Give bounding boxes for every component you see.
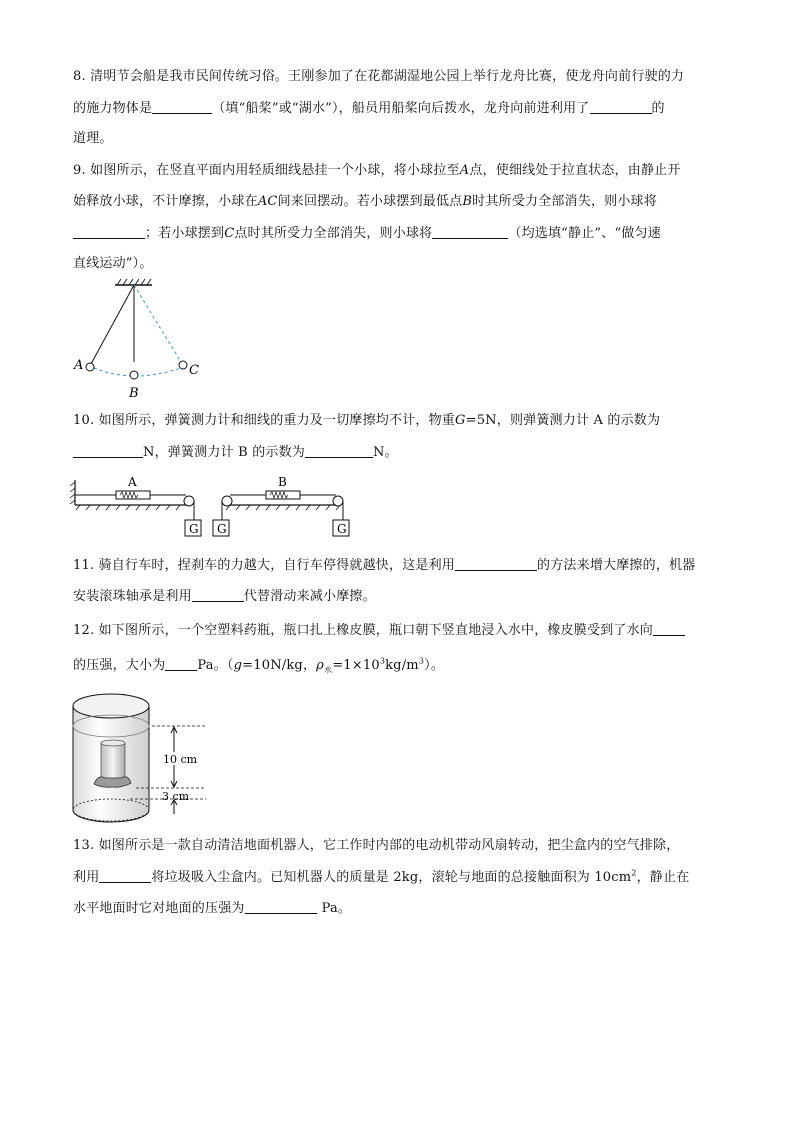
q8-text: （填“船桨”或“湖水”），船员用船桨向后拨水，龙舟向前进利用了	[212, 101, 590, 116]
label-B: B	[129, 386, 139, 401]
q11-text: 安装滚珠轴承是利用	[73, 589, 192, 604]
bottle-top	[101, 740, 125, 746]
q9-line3	[73, 224, 661, 243]
answer-blank[interactable]	[432, 224, 508, 239]
q9-var: A	[459, 163, 470, 178]
q9-var: C	[224, 226, 235, 241]
q11-line1	[73, 556, 695, 575]
label-10cm: 10 cm	[163, 753, 198, 766]
q12-text: =1×10	[332, 658, 380, 673]
q9-text: 时其所受力全部消失，则小球将	[472, 194, 657, 209]
q13-text: 利用	[73, 870, 100, 885]
ball-C	[179, 361, 187, 369]
q12-text: Pa。（	[197, 658, 234, 673]
label-G: G	[337, 522, 347, 536]
q12-var: g	[233, 658, 243, 673]
answer-blank[interactable]	[73, 224, 145, 239]
q12-text: =10N/kg，	[242, 658, 317, 673]
q10-line1	[73, 412, 660, 430]
ceiling-hatch	[117, 279, 151, 285]
q13-text: Pa。	[321, 901, 352, 916]
q9-text: （均选填“静止”、“做匀速	[508, 226, 661, 241]
q8-line1: 8. 清明节会船是我市民间传统习俗。王刚参加了在花都湖湿地公园上举行龙舟比赛，使龙舟向前行驶的力	[73, 69, 685, 84]
label-G: G	[189, 522, 199, 536]
ball-B	[130, 371, 138, 379]
label-C: C	[189, 363, 199, 378]
q10-line2	[73, 443, 398, 462]
q10-text: N，弹簧测力计 B 的示数为	[143, 445, 305, 460]
pulley	[184, 496, 194, 506]
q13-text: 水平地面时它对地面的压强为	[73, 901, 245, 916]
q10-var: G	[455, 413, 466, 428]
q9-text: 点，使细线处于拉直状态，由静止开	[469, 163, 681, 178]
string-A	[91, 285, 134, 364]
wall-hatch	[70, 482, 75, 504]
rubber-membrane	[94, 777, 131, 787]
label-A: A	[128, 475, 137, 489]
answer-blank[interactable]	[73, 443, 143, 458]
q10-text: 10. 如图所示，弹簧测力计和细线的重力及一切摩擦均不计，物重	[73, 413, 456, 428]
q8-text: 的	[651, 101, 665, 116]
answer-blank[interactable]	[99, 868, 151, 883]
answer-blank[interactable]	[192, 587, 244, 602]
table-left-hatch	[76, 505, 180, 510]
pendulum-figure	[70, 282, 220, 402]
q9-line2	[73, 193, 657, 211]
q13-line2	[73, 868, 689, 887]
q10-text: N。	[373, 445, 398, 460]
label-A: A	[74, 358, 84, 373]
q12-text: 的压强，大小为	[73, 658, 166, 673]
ball-A	[86, 363, 94, 371]
q9-line1	[73, 162, 681, 180]
q9-line4: 直线运动”）。	[73, 256, 153, 271]
beaker-rim	[73, 694, 149, 718]
q13-line1: 13. 如图所示是一款自动清洁地面机器人，它工作时内部的电动机带动风扇转动，把尘盒内的空气排除，	[73, 838, 680, 853]
label-G: G	[217, 522, 227, 536]
q11-text: 的方法来增大摩擦的，机器	[537, 558, 696, 573]
q12-text: ）。	[424, 658, 445, 673]
string-C-dashed	[134, 285, 181, 362]
q9-text: 始释放小球，不计摩擦，小球在	[73, 194, 258, 209]
q12-line2	[73, 656, 444, 675]
answer-blank[interactable]	[590, 99, 652, 114]
label-B: B	[278, 475, 287, 489]
q13-line3	[73, 899, 351, 918]
pulley	[333, 496, 343, 506]
q11-text: 代替滑动来减小摩擦。	[243, 589, 376, 604]
q11-line2	[73, 587, 376, 606]
q8-line3: 道理。	[73, 131, 113, 146]
water-bottle-figure	[70, 688, 220, 828]
q9-text: 点时其所受力全部消失，则小球将	[234, 226, 433, 241]
q11-text: 11. 骑自行车时，捏刹车的力越大，自行车停得就越快，这是利用	[73, 558, 456, 573]
q12-sup: 3	[418, 656, 425, 666]
label-3cm: 3 cm	[162, 790, 190, 803]
answer-blank[interactable]	[305, 443, 373, 458]
q13-text: ，静止在	[636, 870, 690, 885]
q8-text: 的施力物体是	[73, 101, 153, 116]
q12-text: 12. 如下图所示，一个空塑料药瓶，瓶口扎上橡皮膜，瓶口朝下竖直地浸入水中，橡皮膜受到了水向	[73, 623, 654, 638]
q9-text: ；若小球摆到	[145, 226, 225, 241]
q9-var: AC	[257, 194, 278, 209]
q8-line2	[73, 99, 665, 118]
answer-blank[interactable]	[455, 556, 537, 571]
q12-sup: 3	[379, 656, 386, 666]
medicine-bottle	[101, 743, 125, 781]
spring-scale-figure	[70, 472, 360, 542]
answer-blank[interactable]	[165, 656, 197, 671]
q12-var: ρ	[316, 658, 324, 673]
answer-blank[interactable]	[653, 621, 685, 636]
q12-line1	[73, 621, 685, 640]
answer-blank[interactable]	[245, 899, 317, 914]
q10-text: =5N，则弹簧测力计 A 的示数为	[465, 413, 661, 428]
q12-text: kg/m	[385, 658, 419, 673]
q13-sup: 2	[631, 868, 637, 878]
q9-text: 间来回摆动。若小球摆到最低点	[277, 194, 463, 209]
q9-var: B	[462, 194, 473, 209]
table-right-hatch	[226, 505, 340, 510]
pulley	[222, 496, 232, 506]
q12-sub: 水	[324, 665, 333, 675]
answer-blank[interactable]	[152, 99, 212, 114]
q9-text: 9. 如图所示，在竖直平面内用轻质细线悬挂一个小球，将小球拉至	[73, 163, 460, 178]
q13-text: 将垃圾吸入尘盒内。已知机器人的质量是 2kg，滚轮与地面的总接触面积为 10cm	[151, 870, 632, 885]
